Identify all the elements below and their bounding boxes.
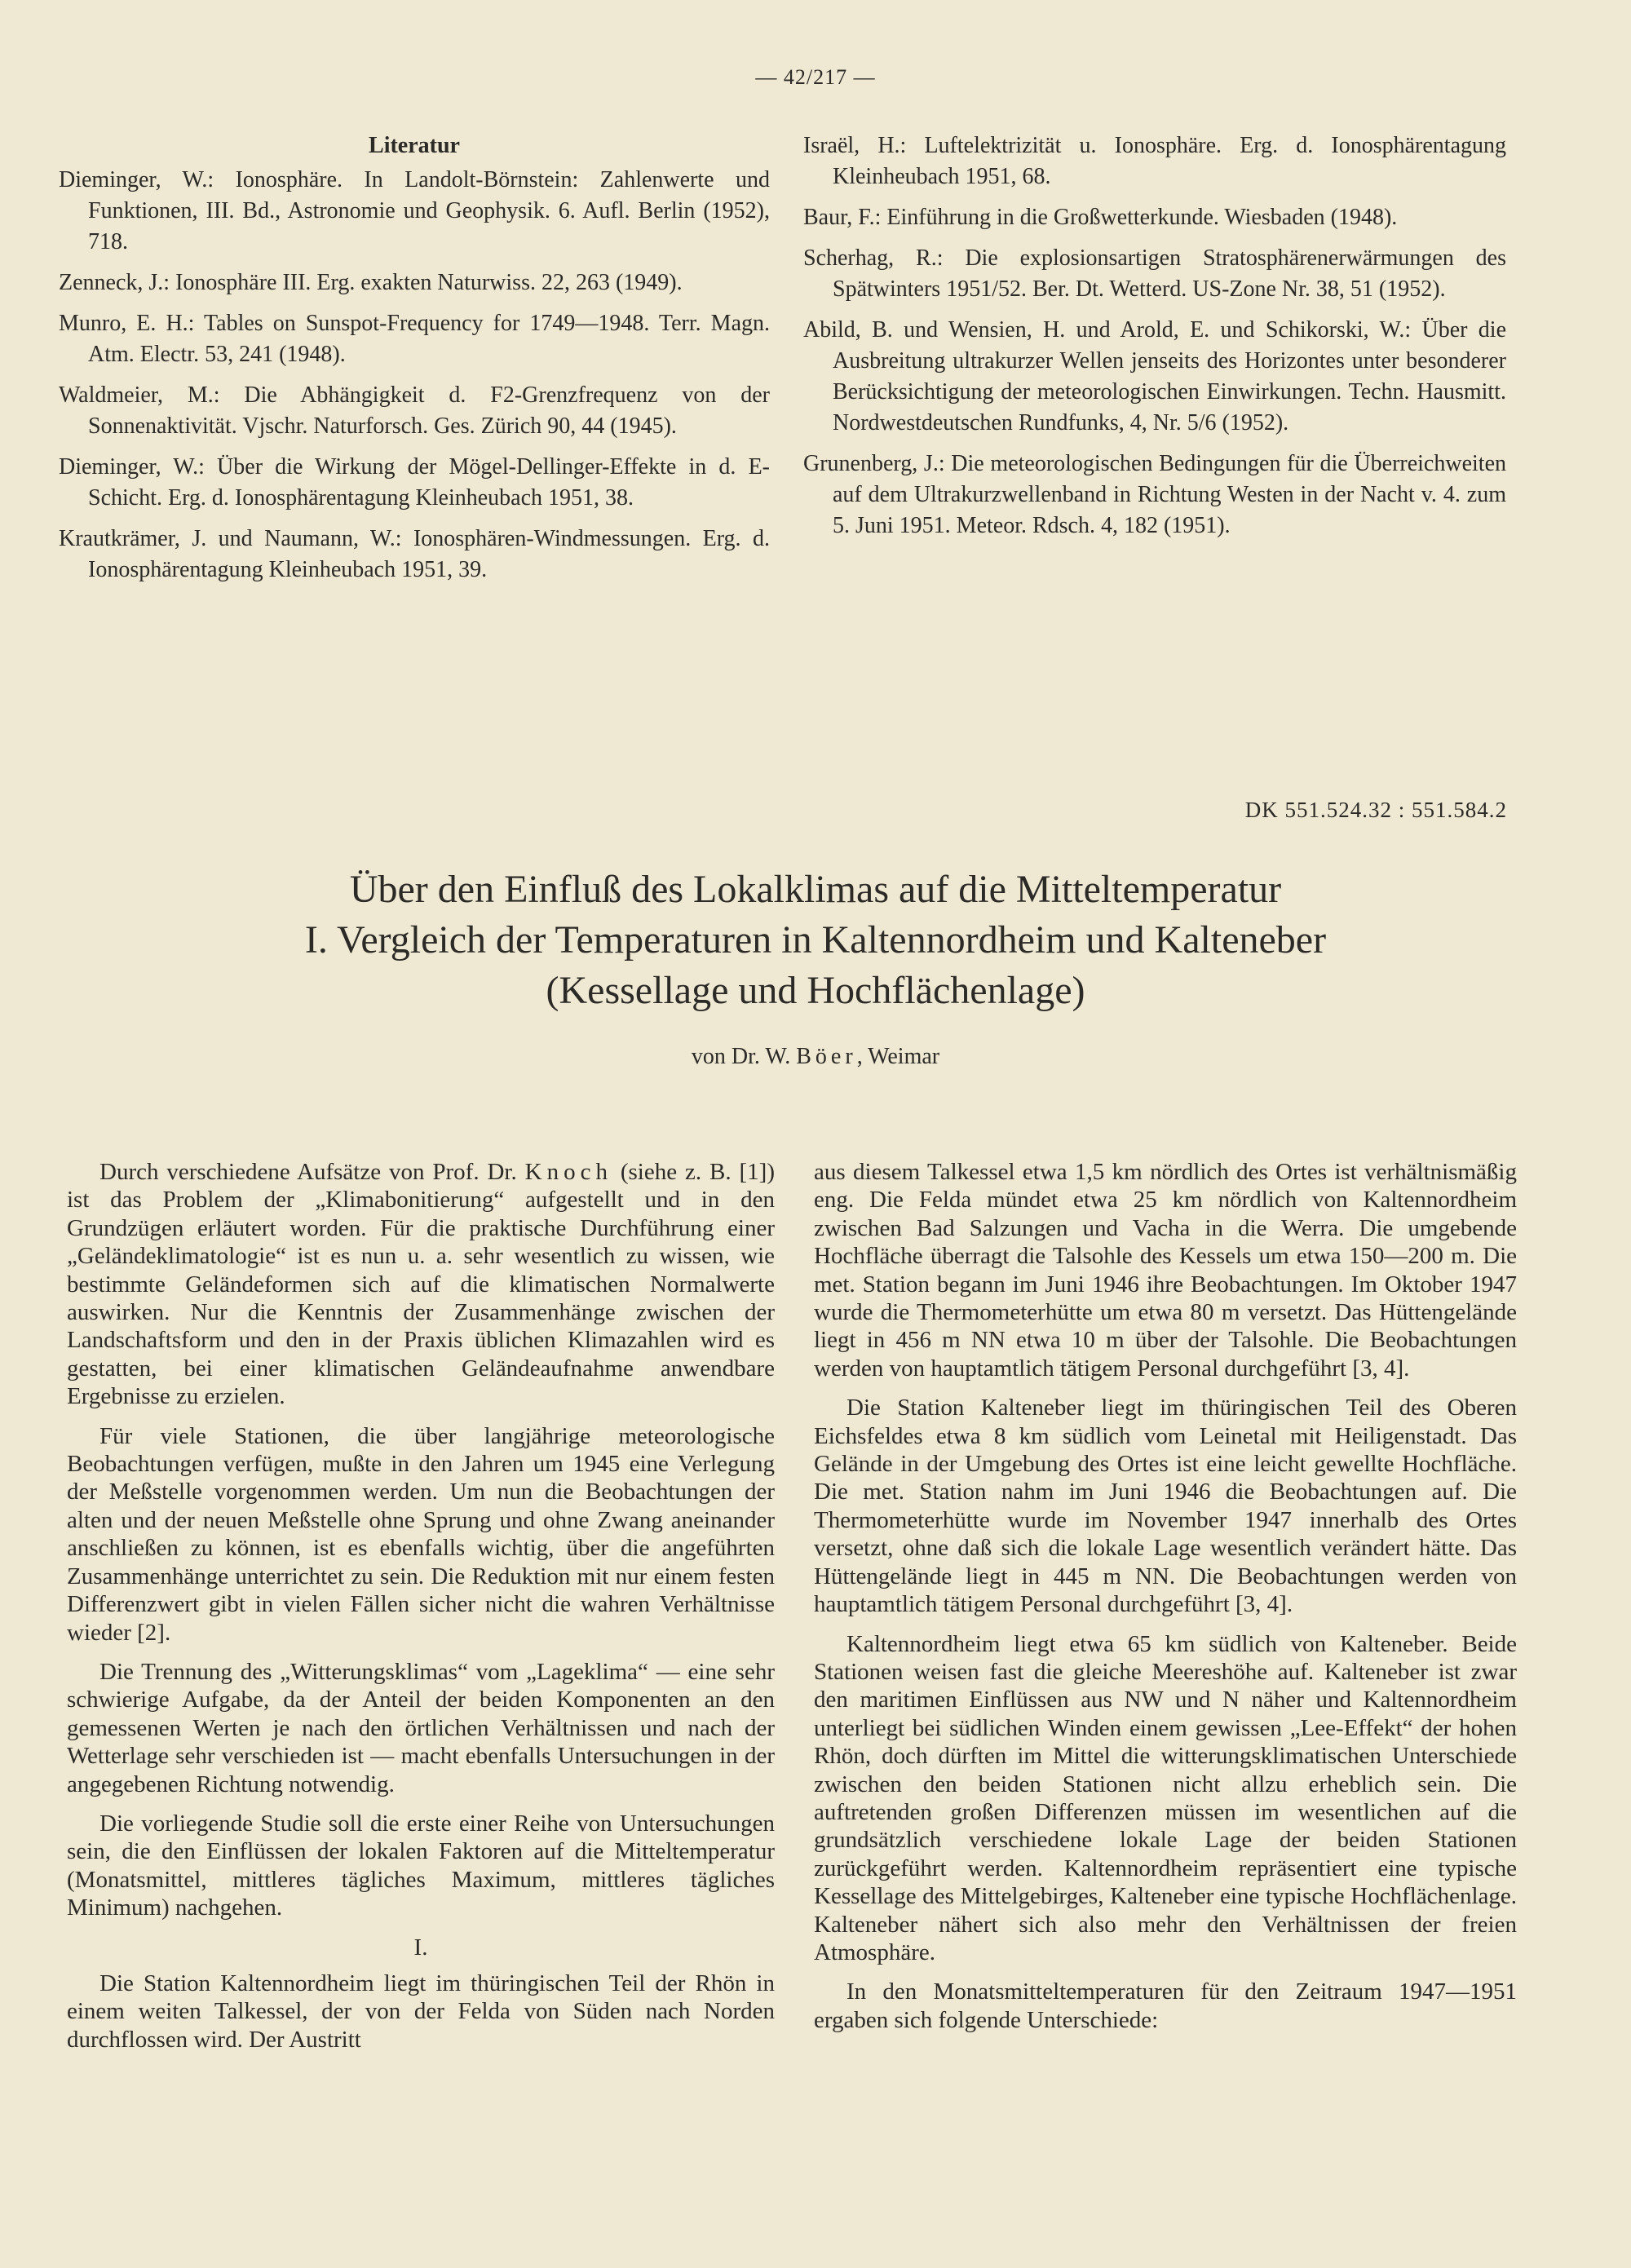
reference-item: Krautkrämer, J. und Naumann, W.: Ionosphären-Windmessungen. Erg. d. Ionosphärentagung Kleinheubach 1951, 39.	[59, 526, 770, 582]
body-paragraph: Kaltennordheim liegt etwa 65 km südlich von Kalteneber. Beide Stationen weisen fast die gleiche Meereshöhe auf. Kalteneber ist zwar den maritimen Einflüssen aus NW und N näher und Kaltennordheim unterliegt bei südlichen Winden einem gewissen „Lee-Effekt“ der hohen Rhön, doch dürften im Mittel die witterungsklimatischen Unterschiede zwischen den beiden Stationen nicht allzu erheblich sein. Die auftretenden großen Differenzen müssen im wesentlichen auf die grundsätzlich verschiedene lokale Lage der beiden Stationen zurückgeführt werden. Kaltennordheim repräsentiert eine typische Kessellage des Mittelgebirges, Kalteneber eine typische Hochflächenlage. Kalteneber nähert sich also mehr den Verhältnissen der freien Atmosphäre.	[814, 1630, 1517, 1965]
cited-author-name: Knoch	[524, 1159, 612, 1185]
reference-item: Zenneck, J.: Ionosphäre III. Erg. exakten Naturwiss. 22, 263 (1949).	[59, 270, 683, 295]
page-number: — 42/217 —	[755, 65, 876, 89]
reference-item: Baur, F.: Einführung in die Großwetterkunde. Wiesbaden (1948).	[803, 205, 1398, 230]
literature-heading: Literatur	[369, 133, 460, 158]
article-title: Über den Einfluß des Lokalklimas auf die Mitteltemperatur	[349, 868, 1282, 911]
reference-item: Waldmeier, M.: Die Abhängigkeit d. F2-Grenzfrequenz von der Sonnenaktivität. Vjschr. Naturforsch. Ges. Zürich 90, 44 (1945).	[59, 382, 770, 439]
reference-item: Grunenberg, J.: Die meteorologischen Bedingungen für die Überreichweiten auf dem Ultrakurzwellenband in Richtung Westen in der Nacht v. 4. zum 5. Juni 1951. Meteor. Rdsch. 4, 182 (1951).	[803, 451, 1506, 538]
author-suffix: , Weimar	[856, 1044, 940, 1069]
text-run: (siehe z. B. [1]) ist das Problem der „Klimabonitierung“ aufgestellt und in den Grundzügen erläutert worden. Für die praktische Durchführung einer „Geländeklimatologie“ ist es nun u. a. sehr wesentlich zu wissen, wie bestimmte Geländeformen sich auf die klimatischen Normalwerte auswirken. Nur die Kenntnis der Zusammenhänge zwischen der Landschaftsform und den in der Praxis üblichen Klimazahlen wird es gestatten, bei einer klimatischen Geländeaufnahme anwendbare Ergebnisse zu erzielen.	[67, 1159, 775, 1410]
author-line	[0, 1044, 1631, 1070]
body-paragraph: In den Monatsmitteltemperaturen für den Zeitraum 1947—1951 ergaben sich folgende Unterschiede:	[814, 1978, 1517, 2033]
dk-classification: DK 551.524.32 : 551.584.2	[1244, 798, 1507, 822]
literature-left-column	[59, 130, 770, 595]
body-left-column	[67, 1158, 775, 2065]
author-prefix: von Dr. W.	[691, 1044, 797, 1069]
body-paragraph: Die Trennung des „Witterungsklimas“ vom „Lageklima“ — eine sehr schwierige Aufgabe, da der Anteil der beiden Komponenten an den gemessenen Werten je nach den örtlichen Verhältnissen und nach der Wetterlage sehr verschieden ist — macht ebenfalls Untersuchungen in der angegebenen Richtung notwendig.	[67, 1658, 775, 1797]
reference-item: Munro, E. H.: Tables on Sunspot-Frequency for 1749—1948. Terr. Magn. Atm. Electr. 53, 241 (1948).	[59, 311, 770, 367]
reference-item: Abild, B. und Wensien, H. und Arold, E. und Schikorski, W.: Über die Ausbreitung ultrakurzer Wellen jenseits des Horizontes unter besonderer Berücksichtigung der meteorologischen Einwirkungen. Techn. Hausmitt. Nordwestdeutschen Rundfunks, 4, Nr. 5/6 (1952).	[803, 317, 1506, 435]
reference-item: Dieminger, W.: Über die Wirkung der Mögel-Dellinger-Effekte in d. E-Schicht. Erg. d. Ionosphärentagung Kleinheubach 1951, 38.	[59, 454, 770, 511]
section-number: I.	[413, 1934, 428, 1961]
body-paragraph: Die Station Kaltennordheim liegt im thüringischen Teil der Rhön in einem weiten Talkessel, der von der Felda von Süden nach Norden durchflossen wird. Der Austritt	[67, 1970, 775, 2053]
article-subtitle-parenthetical: (Kessellage und Hochflächenlage)	[546, 969, 1085, 1012]
body-paragraph: Die vorliegende Studie soll die erste einer Reihe von Untersuchungen sein, die den Einflüssen der lokalen Faktoren auf die Mitteltemperatur (Monatsmittel, mittleres tägliches Maximum, mittleres tägliches Minimum) nachgehen.	[67, 1810, 775, 1921]
author-name: Böer	[796, 1044, 857, 1069]
article-title-block	[0, 864, 1631, 1070]
reference-item: Scherhag, R.: Die explosionsartigen Stratosphärenerwärmungen des Spätwinters 1951/52. Ber. Dt. Wetterd. US-Zone Nr. 38, 51 (1952).	[803, 245, 1506, 302]
body-right-column	[814, 1158, 1517, 2045]
article-subtitle: I. Vergleich der Temperaturen in Kaltennordheim und Kalteneber	[304, 918, 1327, 962]
reference-item: Dieminger, W.: Ionosphäre. In Landolt-Börnstein: Zahlenwerte und Funktionen, III. Bd., Astronomie und Geophysik. 6. Aufl. Berlin (1952), 718.	[59, 167, 770, 254]
literature-right-column	[803, 130, 1506, 551]
body-paragraph: Für viele Stationen, die über langjährige meteorologische Beobachtungen verfügen, mußte in den Jahren um 1945 eine Verlegung der Meßstelle vorgenommen werden. Um nun die Beobachtungen der alten und der neuen Meßstelle ohne Sprung und ohne Zwang aneinander anschließen zu können, ist es ebenfalls wichtig, über die angeführten Zusammenhänge unterrichtet zu sein. Die Reduktion mit nur einem festen Differenzwert gibt in vielen Fällen sicher nicht die wahren Verhältnisse wieder [2].	[67, 1422, 775, 1646]
body-paragraph	[67, 1158, 775, 1411]
text-run: Durch verschiedene Aufsätze von Prof. Dr.	[99, 1159, 525, 1185]
body-paragraph: aus diesem Talkessel etwa 1,5 km nördlich des Ortes ist verhältnismäßig eng. Die Felda mündet etwa 25 km nördlich von Kaltennordheim zwischen Bad Salzungen und Vacha in die Werra. Die umgebende Hochfläche überragt die Talsohle des Kessels um etwa 150—200 m. Die met. Station begann im Juni 1946 ihre Beobachtungen. Im Oktober 1947 wurde die Thermometerhütte um etwa 80 m versetzt. Das Hüttengelände liegt in 456 m NN etwa 10 m über der Talsohle. Die Beobachtungen werden von hauptamtlich tätigem Personal durchgeführt [3, 4].	[814, 1159, 1517, 1382]
body-paragraph: Die Station Kalteneber liegt im thüringischen Teil des Oberen Eichsfeldes etwa 8 km südlich vom Leinetal mit Heiligenstadt. Das Gelände in der Umgebung des Ortes ist eine leicht gewellte Hochfläche. Die met. Station nahm im Juni 1946 die Beobachtungen auf. Die Thermometerhütte wurde im November 1947 innerhalb des Ortes versetzt, ohne daß sich die lokale Lage wesentlich verändert hätte. Das Hüttengelände liegt in 445 m NN. Die Beobachtungen werden von hauptamtlich tätigem Personal durchgeführt [3, 4].	[814, 1395, 1517, 1618]
reference-item: Israël, H.: Luftelektrizität u. Ionosphäre. Erg. d. Ionosphärentagung Kleinheubach 1951, 68.	[803, 133, 1506, 189]
